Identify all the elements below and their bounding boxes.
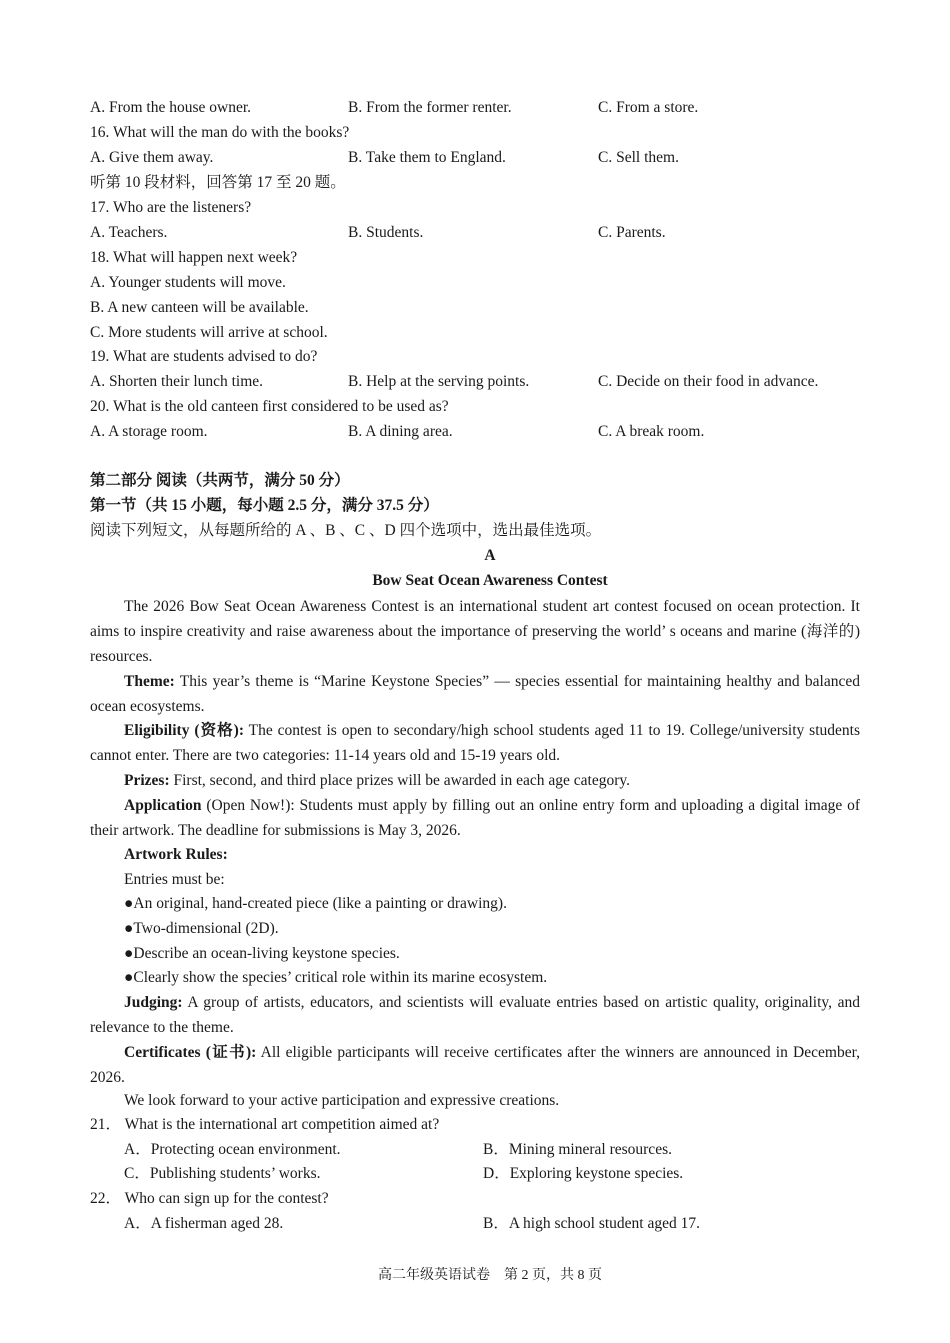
q16-question: 16. What will the man do with the books?: [90, 124, 350, 141]
q21-option-c: C．Publishing students’ works.: [124, 1165, 321, 1182]
q19-question: 19. What are students advised to do?: [90, 348, 318, 365]
judging-paragraph: [90, 990, 860, 1040]
q21-option-b: B．Mining mineral resources.: [483, 1141, 672, 1158]
eligibility-key: Eligibility (资格):: [124, 722, 244, 739]
q17-option-c: C. Parents.: [598, 224, 666, 241]
theme-key: Theme:: [124, 673, 175, 690]
closing-line: We look forward to your active participation and expressive creations.: [124, 1092, 560, 1109]
q20-option-c: C. A break room.: [598, 423, 705, 440]
q17-option-b: B. Students.: [348, 224, 424, 241]
certificates-paragraph: [90, 1040, 860, 1090]
q22-option-a: A．A fisherman aged 28.: [124, 1215, 284, 1232]
q22-option-b: B．A high school student aged 17.: [483, 1215, 700, 1232]
q15-option-b: B. From the former renter.: [348, 99, 512, 116]
q16-option-a: A. Give them away.: [90, 149, 214, 166]
eligibility-paragraph: [90, 718, 860, 768]
q17-question: 17. Who are the listeners?: [90, 199, 252, 216]
q20-option-b: B. A dining area.: [348, 423, 453, 440]
certificates-text: All eligible participants will receive certificates after the winners are announced in December, 2026.: [90, 1044, 860, 1086]
passage-title: Bow Seat Ocean Awareness Contest: [372, 572, 608, 589]
q18-option-a: A. Younger students will move.: [90, 274, 286, 291]
q21-option-d: D．Exploring keystone species.: [483, 1165, 684, 1182]
q15-option-a: A. From the house owner.: [90, 99, 252, 116]
q21-question: 21． What is the international art competition aimed at?: [90, 1116, 440, 1133]
rule-item: ● An original, hand-created piece (like a painting or drawing).: [124, 894, 507, 914]
q20-question: 20. What is the old canteen first considered to be used as?: [90, 398, 449, 415]
rule-item: ● Two-dimensional (2D).: [124, 919, 279, 939]
q20-option-a: A. A storage room.: [90, 423, 208, 440]
q16-option-b: B. Take them to England.: [348, 149, 506, 166]
q16-option-c: C. Sell them.: [598, 149, 679, 166]
prizes-key: Prizes:: [124, 772, 170, 789]
judging-text: A group of artists, educators, and scientists will evaluate entries based on artistic quality, originality, and relevance to the theme.: [90, 994, 860, 1036]
page-footer: 高二年级英语试卷 第 2 页，共 8 页: [378, 1268, 602, 1283]
application-paragraph: [90, 793, 860, 843]
section-title: 第一节（共 15 小题，每小题 2.5 分，满分 37.5 分）: [90, 497, 439, 514]
q22-question: 22． Who can sign up for the contest?: [90, 1190, 329, 1207]
q15-option-c: C. From a store.: [598, 99, 699, 116]
prizes-text: First, second, and third place prizes will be awarded in each age category.: [169, 772, 630, 789]
rule-item: ● Clearly show the species’ critical role within its marine ecosystem.: [124, 968, 547, 988]
q19-option-b: B. Help at the serving points.: [348, 373, 530, 390]
q18-option-c: C. More students will arrive at school.: [90, 324, 328, 341]
passage-letter: A: [484, 547, 496, 564]
q21-option-a: A．Protecting ocean environment.: [124, 1141, 341, 1158]
certificates-key: Certificates (证书):: [124, 1044, 257, 1061]
q18-option-b: B. A new canteen will be available.: [90, 299, 309, 316]
application-text: (Open Now!): Students must apply by filling out an online entry form and uploading a digital image of their artwork. The deadline for submissions is May 3, 2026.: [90, 797, 860, 839]
q19-option-a: A. Shorten their lunch time.: [90, 373, 264, 390]
eligibility-text: The contest is open to secondary/high school students aged 11 to 19. College/university students cannot enter. There are two categories: 11-14 years old and 15-19 years old.: [90, 722, 860, 764]
rules-title: Artwork Rules:: [124, 846, 228, 863]
q17-option-a: A. Teachers.: [90, 224, 168, 241]
q19-option-c: C. Decide on their food in advance.: [598, 373, 819, 390]
rules-intro: Entries must be:: [124, 871, 225, 888]
theme-paragraph: [90, 669, 860, 719]
judging-key: Judging:: [124, 994, 183, 1011]
reading-instruction: 阅读下列短文，从每题所给的 A 、B 、C 、D 四个选项中，选出最佳选项。: [90, 522, 602, 539]
theme-text: This year’s theme is “Marine Keystone Species” — species essential for maintaining healthy and balanced ocean ecosystems.: [90, 673, 860, 715]
section10-instruction: 听第 10 段材料，回答第 17 至 20 题。: [90, 174, 346, 191]
prizes-paragraph: [90, 768, 860, 793]
intro-paragraph: The 2026 Bow Seat Ocean Awareness Contest is an international student art contest focused on ocean protection. It aims to inspire creativity and raise awareness about the importance of preserving the world’ s oceans and marine (海洋的) resources.: [90, 598, 860, 665]
application-key: Application: [124, 797, 202, 814]
q18-question: 18. What will happen next week?: [90, 249, 298, 266]
rule-item: ● Describe an ocean-living keystone species.: [124, 944, 400, 964]
part-title: 第二部分 阅读（共两节，满分 50 分）: [90, 472, 350, 489]
